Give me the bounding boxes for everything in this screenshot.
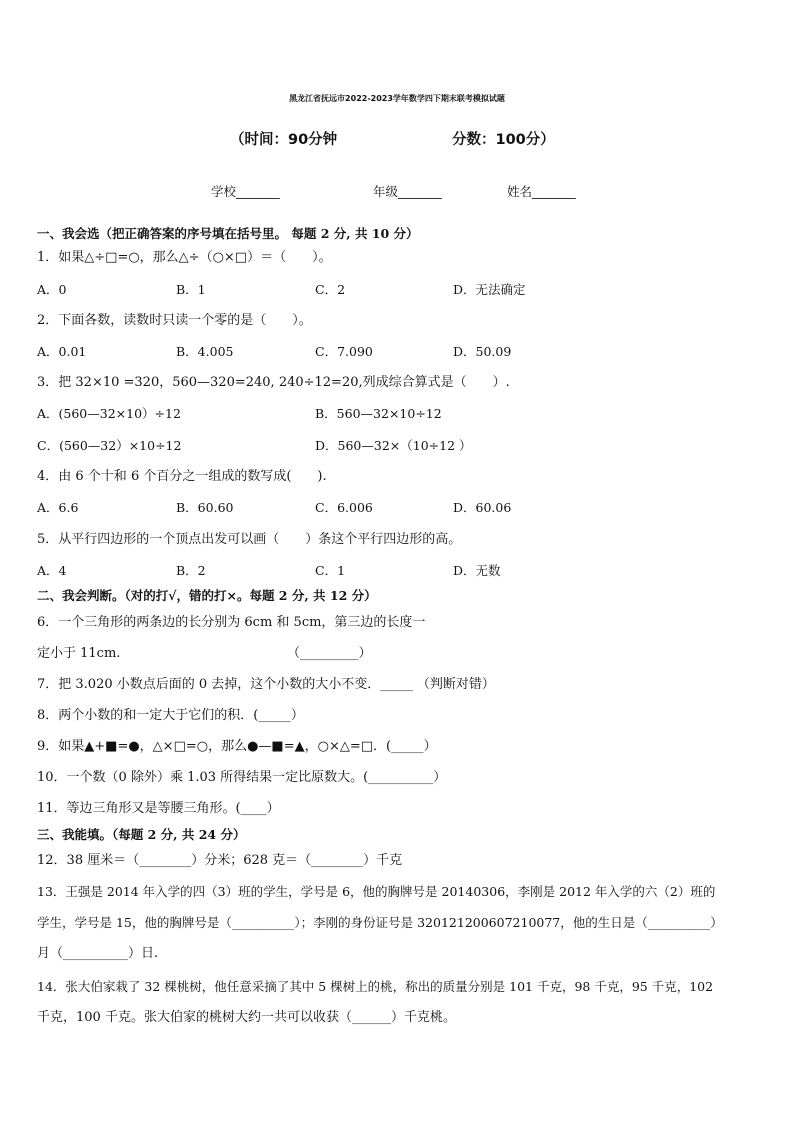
question-6-line-1: 6．一个三角形的两条边的长分别为 6cm 和 5cm，第三边的长度一 <box>37 615 426 630</box>
question-3: 3．把 32×10 =320，560—320=240, 240÷12=20,列成综合算式是（ ）. <box>37 375 510 390</box>
section-2-heading: 二、我会判断。（对的打√，错的打×。每题 2 分, 共 12 分） <box>37 588 377 603</box>
q2-option-b: B．4.005 <box>176 344 234 359</box>
q5-option-b: B．2 <box>176 563 206 578</box>
question-4: 4．由 6 个十和 6 个百分之一组成的数写成( ). <box>37 469 327 484</box>
exam-score: 分数：100分） <box>452 132 555 148</box>
q2-option-d: D．50.09 <box>453 344 512 359</box>
q2-option-c: C．7.090 <box>315 344 373 359</box>
q3-option-b: B．560—32×10÷12 <box>315 406 442 421</box>
question-6-line-2: 定小于 11cm. <box>37 646 121 661</box>
name-field: 姓名_______ <box>507 184 576 199</box>
q1-option-a: A．0 <box>37 282 67 297</box>
page-title: 黑龙江省抚远市2022-2023学年数学四下期末联考模拟试题 <box>289 94 505 103</box>
school-field: 学校_______ <box>211 184 280 199</box>
question-2: 2．下面各数，读数时只读一个零的是（ ）。 <box>37 313 312 328</box>
question-13-line-2: 学生，学号是 15，他的胸牌号是（__________）；李刚的身份证号是 320121200607210077，他的生日是（__________） <box>37 915 723 930</box>
q1-option-c: C．2 <box>315 282 346 297</box>
q1-option-d: D．无法确定 <box>453 282 526 297</box>
q4-option-d: D．60.06 <box>453 500 512 515</box>
q5-option-c: C．1 <box>315 563 346 578</box>
section-3-heading: 三、我能填。（每题 2 分, 共 24 分） <box>37 827 246 842</box>
q4-option-c: C．6.006 <box>315 500 373 515</box>
q5-option-d: D．无数 <box>453 563 501 578</box>
q3-option-c: C．(560—32）×10÷12 <box>37 438 182 453</box>
question-1: 1．如果△÷□=○，那么△÷（○×□）＝（ ）。 <box>37 250 332 265</box>
q3-option-d: D．560—32×（10÷12 ） <box>315 438 472 453</box>
exam-time: （时间：90分钟 <box>230 132 338 148</box>
q4-option-b: B．60.60 <box>176 500 234 515</box>
question-7: 7．把 3.020 小数点后面的 0 去掉，这个小数的大小不变．_____ （判断对错） <box>37 677 495 692</box>
question-13-line-3: 月（__________）日. <box>37 946 159 961</box>
question-13-line-1: 13．王强是 2014 年入学的四（3）班的学生，学号是 6，他的胸牌号是 20140306，李刚是 2012 年入学的六（2）班的 <box>37 884 716 899</box>
question-11: 11．等边三角形又是等腰三角形。(____） <box>37 801 280 816</box>
q1-option-b: B．1 <box>176 282 206 297</box>
question-8: 8．两个小数的和一定大于它们的积．(_____） <box>37 708 304 723</box>
question-12: 12．38 厘米＝（________）分米；628 克＝（________）千克 <box>37 853 403 868</box>
q2-option-a: A．0.01 <box>37 344 87 359</box>
question-10: 10．一个数（0 除外）乘 1.03 所得结果一定比原数大。(__________） <box>37 770 447 785</box>
grade-field: 年级_______ <box>373 184 442 199</box>
q4-option-a: A．6.6 <box>37 500 79 515</box>
q3-option-a: A．(560—32×10）÷12 <box>37 406 181 421</box>
question-5: 5．从平行四边形的一个顶点出发可以画（ ）条这个平行四边形的高。 <box>37 532 462 547</box>
q5-option-a: A．4 <box>37 563 67 578</box>
question-14-line-2: 千克，100 千克。张大伯家的桃树大约一共可以收获（______）千克桃。 <box>37 1010 456 1025</box>
question-6-blank: （_________） <box>287 646 372 661</box>
section-1-heading: 一、我会选（把正确答案的序号填在括号里。 每题 2 分, 共 10 分） <box>37 226 419 241</box>
question-9: 9．如果▲+■=●，△×□=○，那么●—■=▲，○×△=□．(_____） <box>37 739 437 754</box>
question-14-line-1: 14．张大伯家栽了 32 棵桃树，他任意采摘了其中 5 棵树上的桃，称出的质量分别是 101 千克，98 千克，95 千克，102 <box>37 979 714 994</box>
